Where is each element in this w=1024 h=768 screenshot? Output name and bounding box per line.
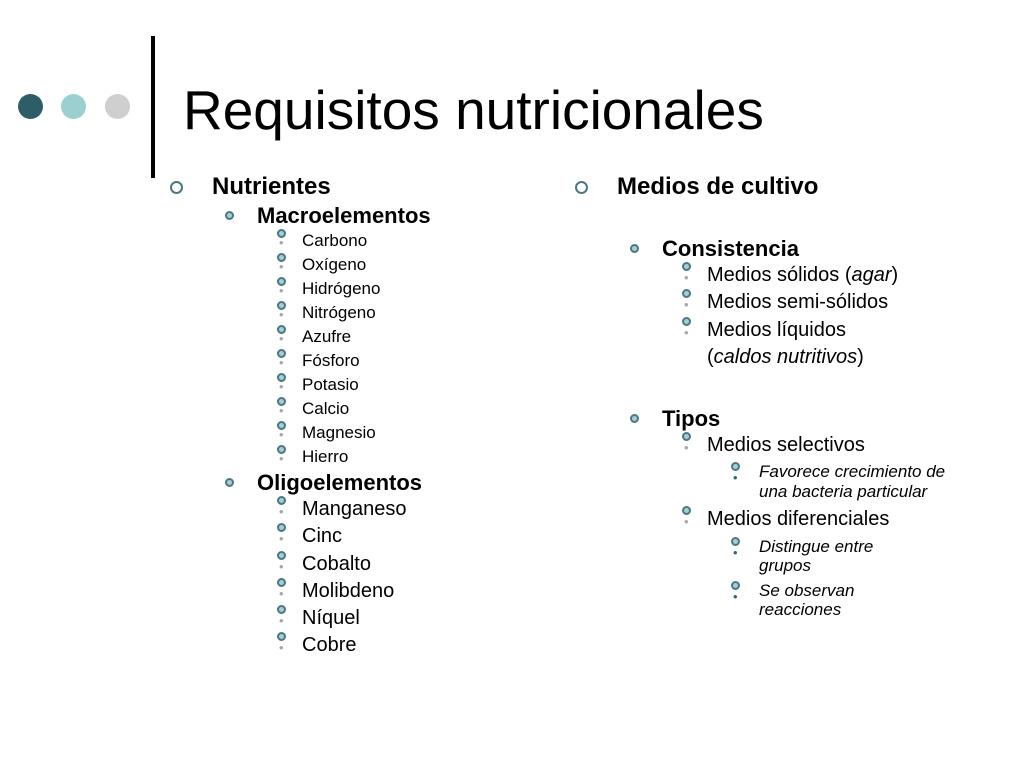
bullet-icon: • <box>731 462 740 471</box>
list-item-tipos <box>617 405 975 620</box>
text: ( <box>707 345 714 368</box>
element-name: Carbono <box>302 231 368 250</box>
dot-bullet-icon <box>225 211 234 220</box>
list-item-oligoelementos <box>212 469 550 660</box>
bullet-icon: • <box>277 496 286 505</box>
list-item <box>257 277 550 301</box>
left-column <box>170 172 550 660</box>
bullet-icon: • <box>277 277 286 286</box>
bullet-icon: • <box>277 325 286 334</box>
bullet-icon: • <box>277 632 286 641</box>
bullet-icon: • <box>277 421 286 430</box>
list-item-nutrientes <box>170 172 550 660</box>
emphasis-text: agar <box>851 264 892 286</box>
list-item <box>257 445 550 469</box>
element-name: Potasio <box>302 375 359 394</box>
text: Medios diferenciales <box>707 508 890 531</box>
text: ) <box>891 264 899 286</box>
element-name: Fósforo <box>302 351 360 370</box>
element-name: Níquel <box>302 607 360 630</box>
element-name: Oxígeno <box>302 255 367 274</box>
ring-bullet-icon <box>575 181 588 194</box>
bullet-icon: • <box>277 229 286 238</box>
list-item <box>707 462 975 501</box>
element-name: Manganeso <box>302 498 407 520</box>
decorative-dot-dark <box>18 94 43 119</box>
macro-list <box>257 229 550 469</box>
bullet-icon: • <box>277 349 286 358</box>
list-item <box>257 421 550 445</box>
oligo-list <box>257 496 550 660</box>
list-item <box>257 229 550 253</box>
element-name: Cinc <box>302 525 343 548</box>
list-item <box>257 523 550 550</box>
text: ) <box>857 345 864 368</box>
list-item-diferenciales <box>662 506 975 619</box>
bullet-icon: • <box>277 445 286 454</box>
label-oligoelementos: Oligoelementos <box>257 470 423 495</box>
decorative-dot-grey <box>105 94 130 119</box>
element-name: Hidrógeno <box>302 279 381 298</box>
decorative-dot-teal <box>61 94 86 119</box>
list-item <box>257 253 550 277</box>
bullet-icon: • <box>277 373 286 382</box>
element-name: Magnesio <box>302 423 376 442</box>
text: Distingue entre grupos <box>759 536 874 576</box>
title-divider <box>151 36 155 178</box>
list-item-liquidos <box>662 317 975 372</box>
text: Medios líquidos <box>707 318 846 341</box>
list-item <box>707 537 975 576</box>
bullet-icon: • <box>277 605 286 614</box>
heading-medios-de-cultivo: Medios de cultivo <box>617 173 819 200</box>
right-column <box>575 172 975 625</box>
bullet-icon: • <box>277 551 286 560</box>
list-item-macroelementos <box>212 202 550 469</box>
emphasis-text: caldos nutritivos <box>713 345 858 368</box>
label-macroelementos: Macroelementos <box>257 203 431 228</box>
label-consistencia: Consistencia <box>662 236 799 261</box>
bullet-icon: • <box>277 578 286 587</box>
list-item <box>257 632 550 659</box>
slide-title: Requisitos nutricionales <box>183 79 764 141</box>
element-name: Hierro <box>302 447 349 466</box>
bullet-icon: • <box>731 581 740 590</box>
list-item <box>257 397 550 421</box>
dot-bullet-icon <box>225 478 234 487</box>
element-name: Azufre <box>302 327 352 346</box>
list-item <box>257 496 550 523</box>
text: Favorece crecimiento de una bacteria particular <box>759 462 946 501</box>
bullet-icon: • <box>277 301 286 310</box>
list-item <box>257 373 550 397</box>
list-item <box>257 551 550 578</box>
text: Medios sólidos ( <box>707 264 852 286</box>
text: Medios selectivos <box>707 434 865 457</box>
list-item <box>257 325 550 349</box>
element-name: Cobalto <box>302 552 371 575</box>
list-item <box>257 578 550 605</box>
bullet-icon: • <box>682 432 691 441</box>
bullet-icon: • <box>682 262 691 271</box>
element-name: Molibdeno <box>302 579 395 602</box>
list-item-selectivos <box>662 432 975 501</box>
dot-bullet-icon <box>630 414 639 423</box>
bullet-icon: • <box>731 537 740 546</box>
bullet-icon: • <box>682 289 691 298</box>
list-item <box>257 349 550 373</box>
list-item-medios-de-cultivo <box>575 172 975 620</box>
bullet-icon: • <box>682 506 691 515</box>
bullet-icon: • <box>277 523 286 532</box>
ring-bullet-icon <box>170 181 183 194</box>
bullet-icon: • <box>682 317 691 326</box>
label-tipos: Tipos <box>662 406 721 432</box>
dot-bullet-icon <box>630 244 639 253</box>
element-name: Calcio <box>302 399 350 418</box>
text: Se observan reacciones <box>759 580 855 620</box>
heading-nutrientes: Nutrientes <box>212 173 331 200</box>
bullet-icon: • <box>277 397 286 406</box>
list-item-solidos <box>662 262 975 289</box>
list-item-semisolidos <box>662 289 975 316</box>
list-item-consistencia <box>617 235 975 405</box>
bullet-icon: • <box>277 253 286 262</box>
list-item <box>707 581 975 620</box>
list-item <box>257 605 550 632</box>
text: Medios semi-sólidos <box>707 291 889 314</box>
element-name: Nitrógeno <box>302 303 376 322</box>
list-item <box>257 301 550 325</box>
element-name: Cobre <box>302 634 357 657</box>
